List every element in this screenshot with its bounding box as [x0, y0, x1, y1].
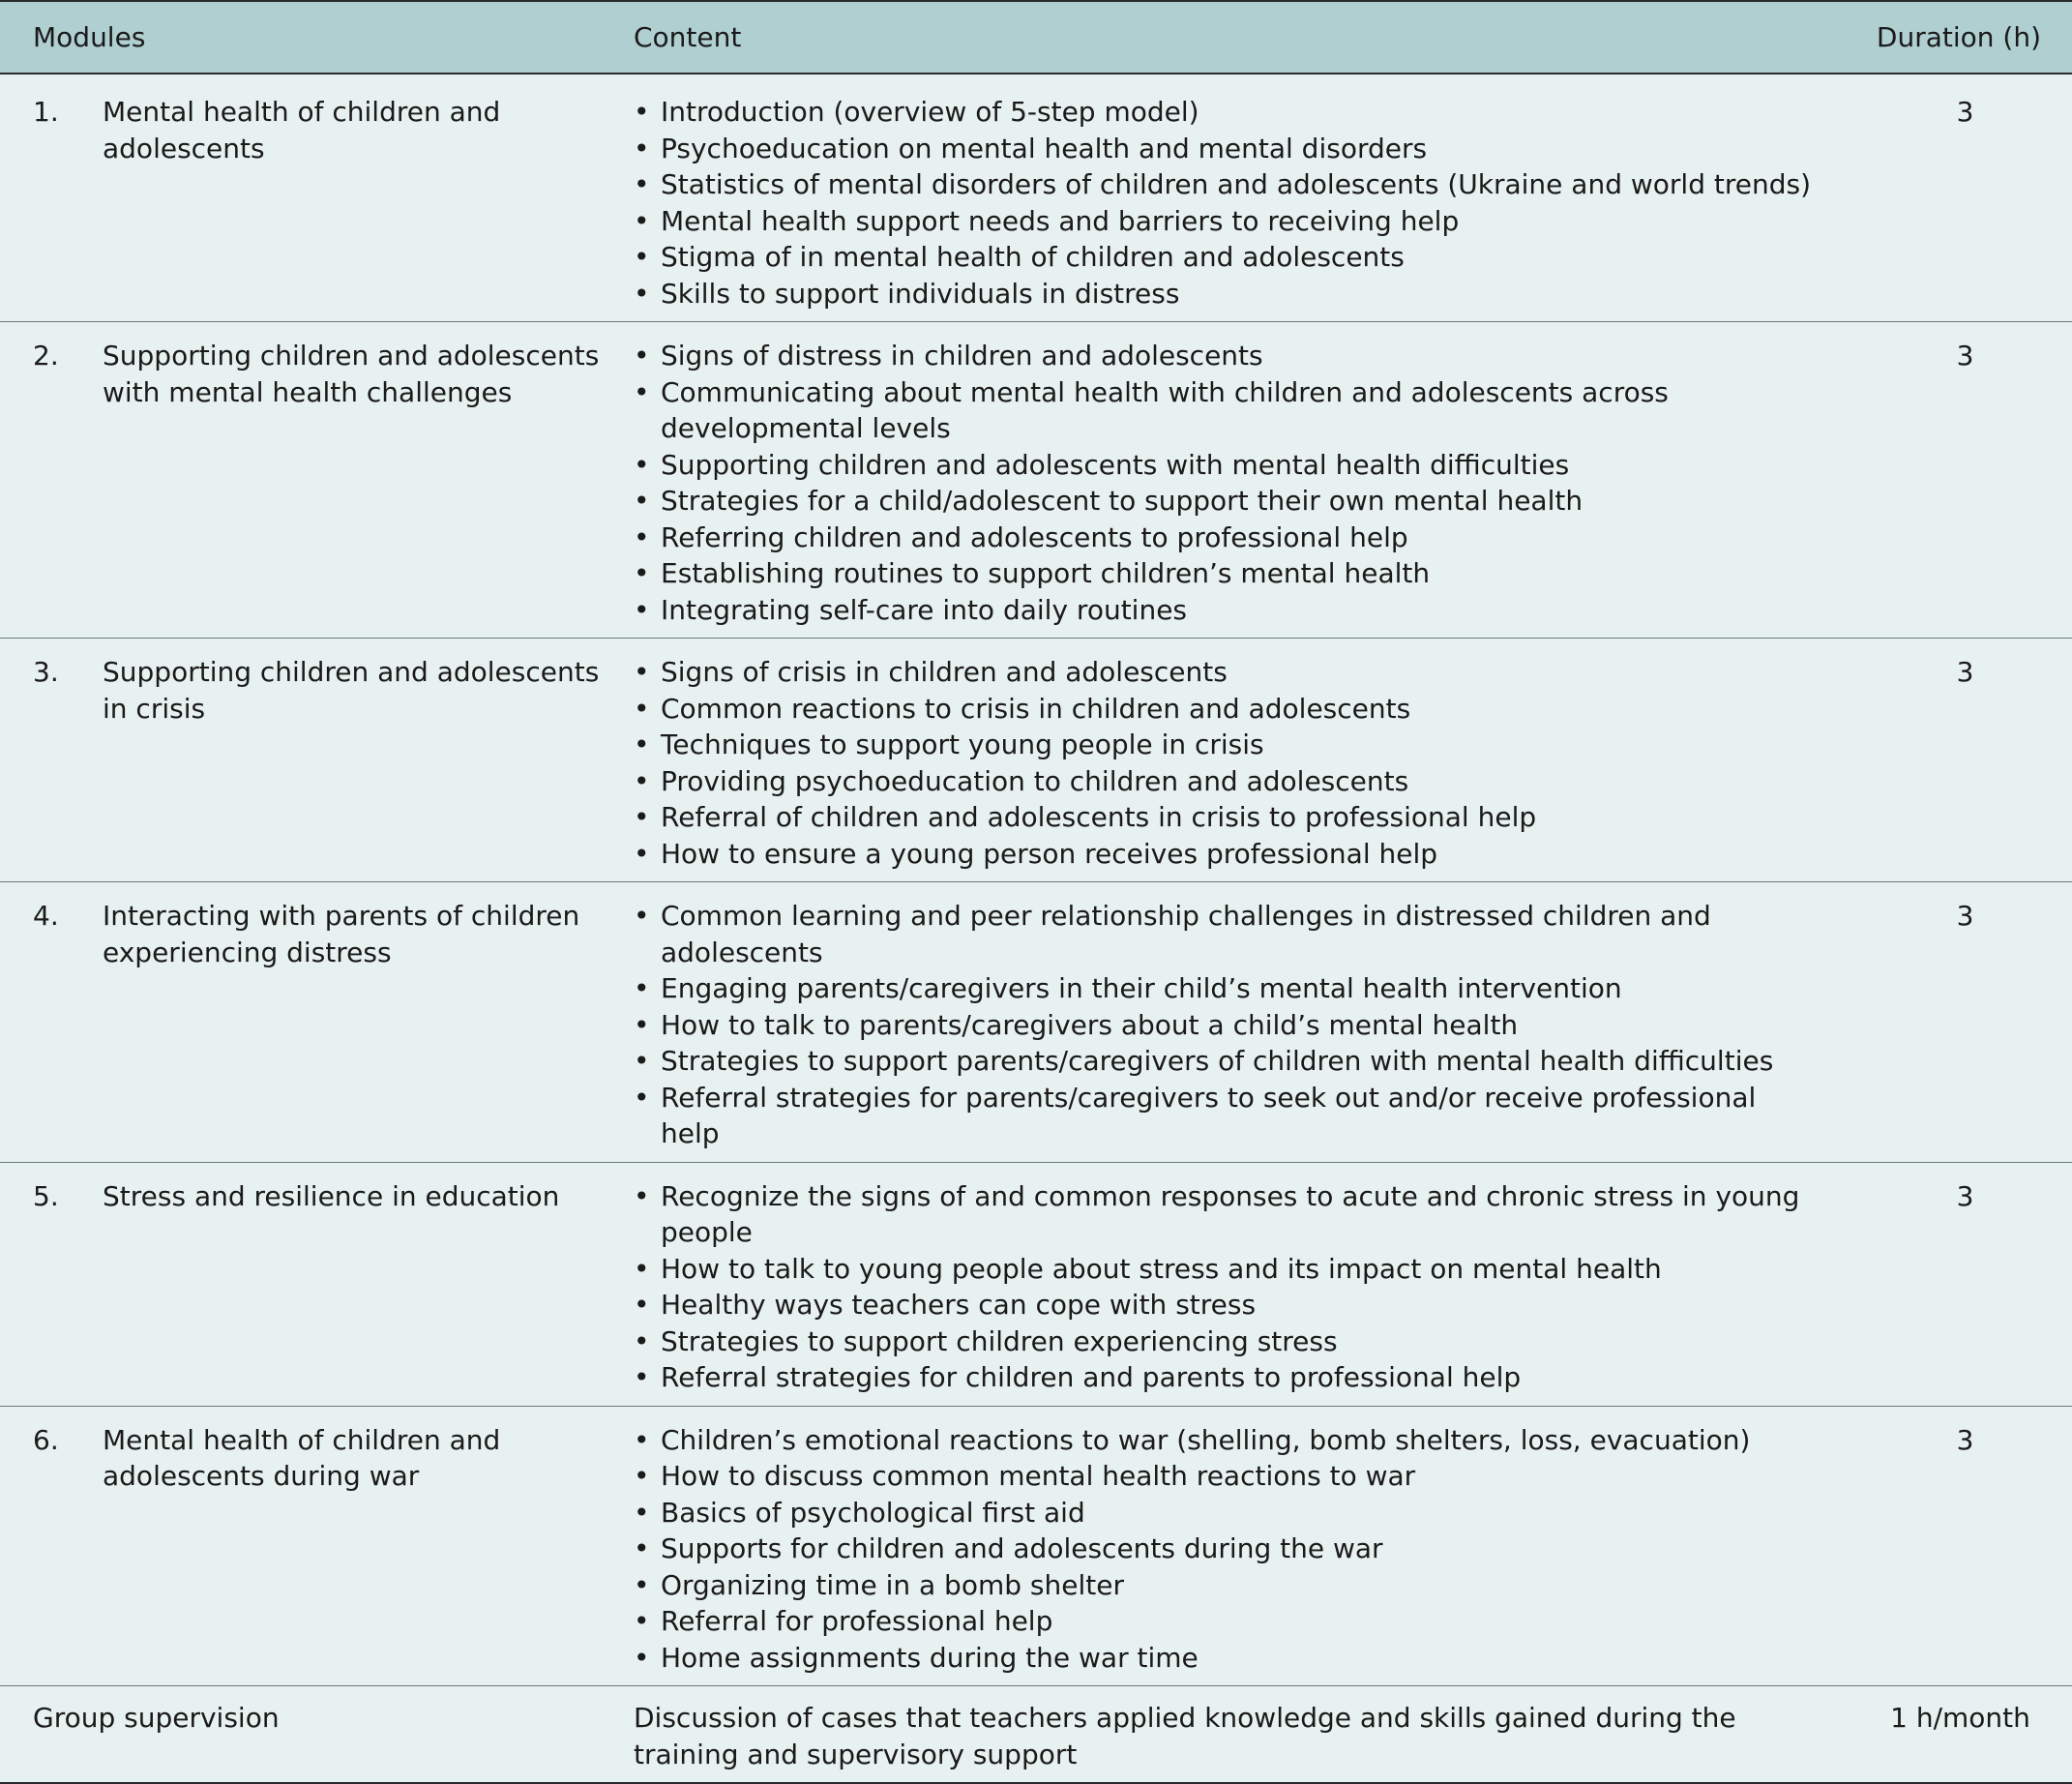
content-list: [634, 654, 1858, 872]
content-list-item: • Strategies to support children experiencing stress: [634, 1323, 1858, 1360]
module-content: [634, 74, 1858, 322]
module-content: [634, 322, 1858, 639]
module-cell: [0, 639, 634, 882]
module-heading: [33, 898, 634, 970]
module-duration: 3: [1858, 639, 2072, 882]
content-list-item: • Providing psychoeducation to children and adolescents: [634, 763, 1858, 800]
content-list-item: • Stigma of in mental health of children and adolescents: [634, 239, 1858, 276]
header-row: [0, 1, 2072, 74]
header-modules: Modules: [0, 1, 634, 74]
content-list-item: • Referral strategies for parents/caregivers to seek out and/or receive professional help: [634, 1080, 1858, 1152]
module-title: Interacting with parents of children experiencing distress: [103, 900, 580, 968]
supervision-label: Group supervision: [0, 1686, 634, 1784]
content-list-item: • Skills to support individuals in distress: [634, 276, 1858, 312]
module-duration: 3: [1858, 322, 2072, 639]
module-number: 2.: [33, 340, 59, 372]
module-row: [0, 322, 2072, 639]
module-heading: [33, 338, 634, 410]
module-heading: [33, 1178, 634, 1215]
supervision-row: [0, 1686, 2072, 1784]
content-list-item: • Referral of children and adolescents in crisis to professional help: [634, 799, 1858, 836]
table-header: [0, 1, 2072, 74]
content-list-item: • Engaging parents/caregivers in their child’s mental health intervention: [634, 970, 1858, 1007]
module-cell: [0, 74, 634, 322]
module-duration: 3: [1858, 1406, 2072, 1686]
module-number: 6.: [33, 1423, 59, 1456]
content-list-item: • Statistics of mental disorders of children and adolescents (Ukraine and world trends): [634, 166, 1858, 203]
supervision-duration: 1 h/month: [1858, 1686, 2072, 1784]
module-title: Mental health of children and adolescents: [103, 96, 501, 164]
content-list: [634, 94, 1858, 312]
module-duration: 3: [1858, 1162, 2072, 1406]
module-row: [0, 1162, 2072, 1406]
content-list-item: • How to talk to parents/caregivers about a child’s mental health: [634, 1007, 1858, 1044]
module-content: [634, 639, 1858, 882]
content-list-item: • Referral strategies for children and parents to professional help: [634, 1359, 1858, 1396]
content-list-item: • How to ensure a young person receives professional help: [634, 836, 1858, 873]
module-title: Supporting children and adolescents in crisis: [103, 656, 600, 725]
module-cell: [0, 1162, 634, 1406]
content-list-item: • Strategies to support parents/caregivers of children with mental health difficulties: [634, 1043, 1858, 1080]
content-list-item: • Common reactions to crisis in children and adolescents: [634, 691, 1858, 728]
content-list-item: • Mental health support needs and barriers to receiving help: [634, 203, 1858, 240]
content-list-item: • Establishing routines to support children’s mental health: [634, 555, 1858, 592]
header-content: Content: [634, 1, 1858, 74]
module-number: 4.: [33, 900, 59, 932]
module-number: 5.: [33, 1179, 59, 1212]
module-row: [0, 639, 2072, 882]
module-cell: [0, 1406, 634, 1686]
module-row: [0, 882, 2072, 1163]
content-list-item: • Introduction (overview of 5-step model): [634, 94, 1858, 131]
content-list-item: • Organizing time in a bomb shelter: [634, 1567, 1858, 1604]
content-list-item: • Healthy ways teachers can cope with stress: [634, 1287, 1858, 1323]
module-row: [0, 74, 2072, 322]
content-list-item: • Supporting children and adolescents with mental health difficulties: [634, 447, 1858, 484]
content-list: [634, 338, 1858, 628]
content-list-item: • How to talk to young people about stress and its impact on mental health: [634, 1251, 1858, 1288]
module-content: [634, 882, 1858, 1163]
module-title: Mental health of children and adolescents during war: [103, 1423, 501, 1492]
content-list-item: • Recognize the signs of and common responses to acute and chronic stress in young people: [634, 1178, 1858, 1251]
header-duration: Duration (h): [1858, 1, 2072, 74]
content-list-item: • Strategies for a child/adolescent to support their own mental health: [634, 483, 1858, 520]
content-list-item: • Common learning and peer relationship challenges in distressed children and adolescents: [634, 898, 1858, 970]
module-heading: [33, 1422, 634, 1495]
content-list-item: • Communicating about mental health with children and adolescents across developmental levels: [634, 374, 1858, 447]
module-cell: [0, 882, 634, 1163]
module-content: [634, 1406, 1858, 1686]
module-heading: [33, 94, 634, 166]
module-content: [634, 1162, 1858, 1406]
module-number: 3.: [33, 656, 59, 688]
module-duration: 3: [1858, 882, 2072, 1163]
content-list-item: • Referral for professional help: [634, 1603, 1858, 1640]
content-list-item: • Techniques to support young people in crisis: [634, 727, 1858, 763]
content-list: [634, 1178, 1858, 1396]
content-list: [634, 1422, 1858, 1677]
module-heading: [33, 654, 634, 727]
module-row: [0, 1406, 2072, 1686]
content-list-item: • Signs of distress in children and adolescents: [634, 338, 1858, 374]
module-duration: 3: [1858, 74, 2072, 322]
content-list: [634, 898, 1858, 1152]
content-list-item: • Referring children and adolescents to professional help: [634, 520, 1858, 556]
supervision-content: Discussion of cases that teachers applied knowledge and skills gained during the training and supervisory support: [634, 1686, 1858, 1784]
table-body: [0, 74, 2072, 1783]
content-list-item: • How to discuss common mental health reactions to war: [634, 1458, 1858, 1495]
module-title: Stress and resilience in education: [103, 1179, 560, 1212]
content-list-item: • Supports for children and adolescents during the war: [634, 1531, 1858, 1567]
module-number: 1.: [33, 96, 59, 128]
content-list-item: • Home assignments during the war time: [634, 1640, 1858, 1677]
module-title: Supporting children and adolescents with mental health challenges: [103, 340, 600, 408]
content-list-item: • Signs of crisis in children and adolescents: [634, 654, 1858, 691]
content-list-item: • Integrating self-care into daily routines: [634, 592, 1858, 629]
content-list-item: • Children’s emotional reactions to war (shelling, bomb shelters, loss, evacuation): [634, 1422, 1858, 1459]
module-cell: [0, 322, 634, 639]
content-list-item: • Psychoeducation on mental health and mental disorders: [634, 131, 1858, 167]
content-list-item: • Basics of psychological first aid: [634, 1495, 1858, 1531]
